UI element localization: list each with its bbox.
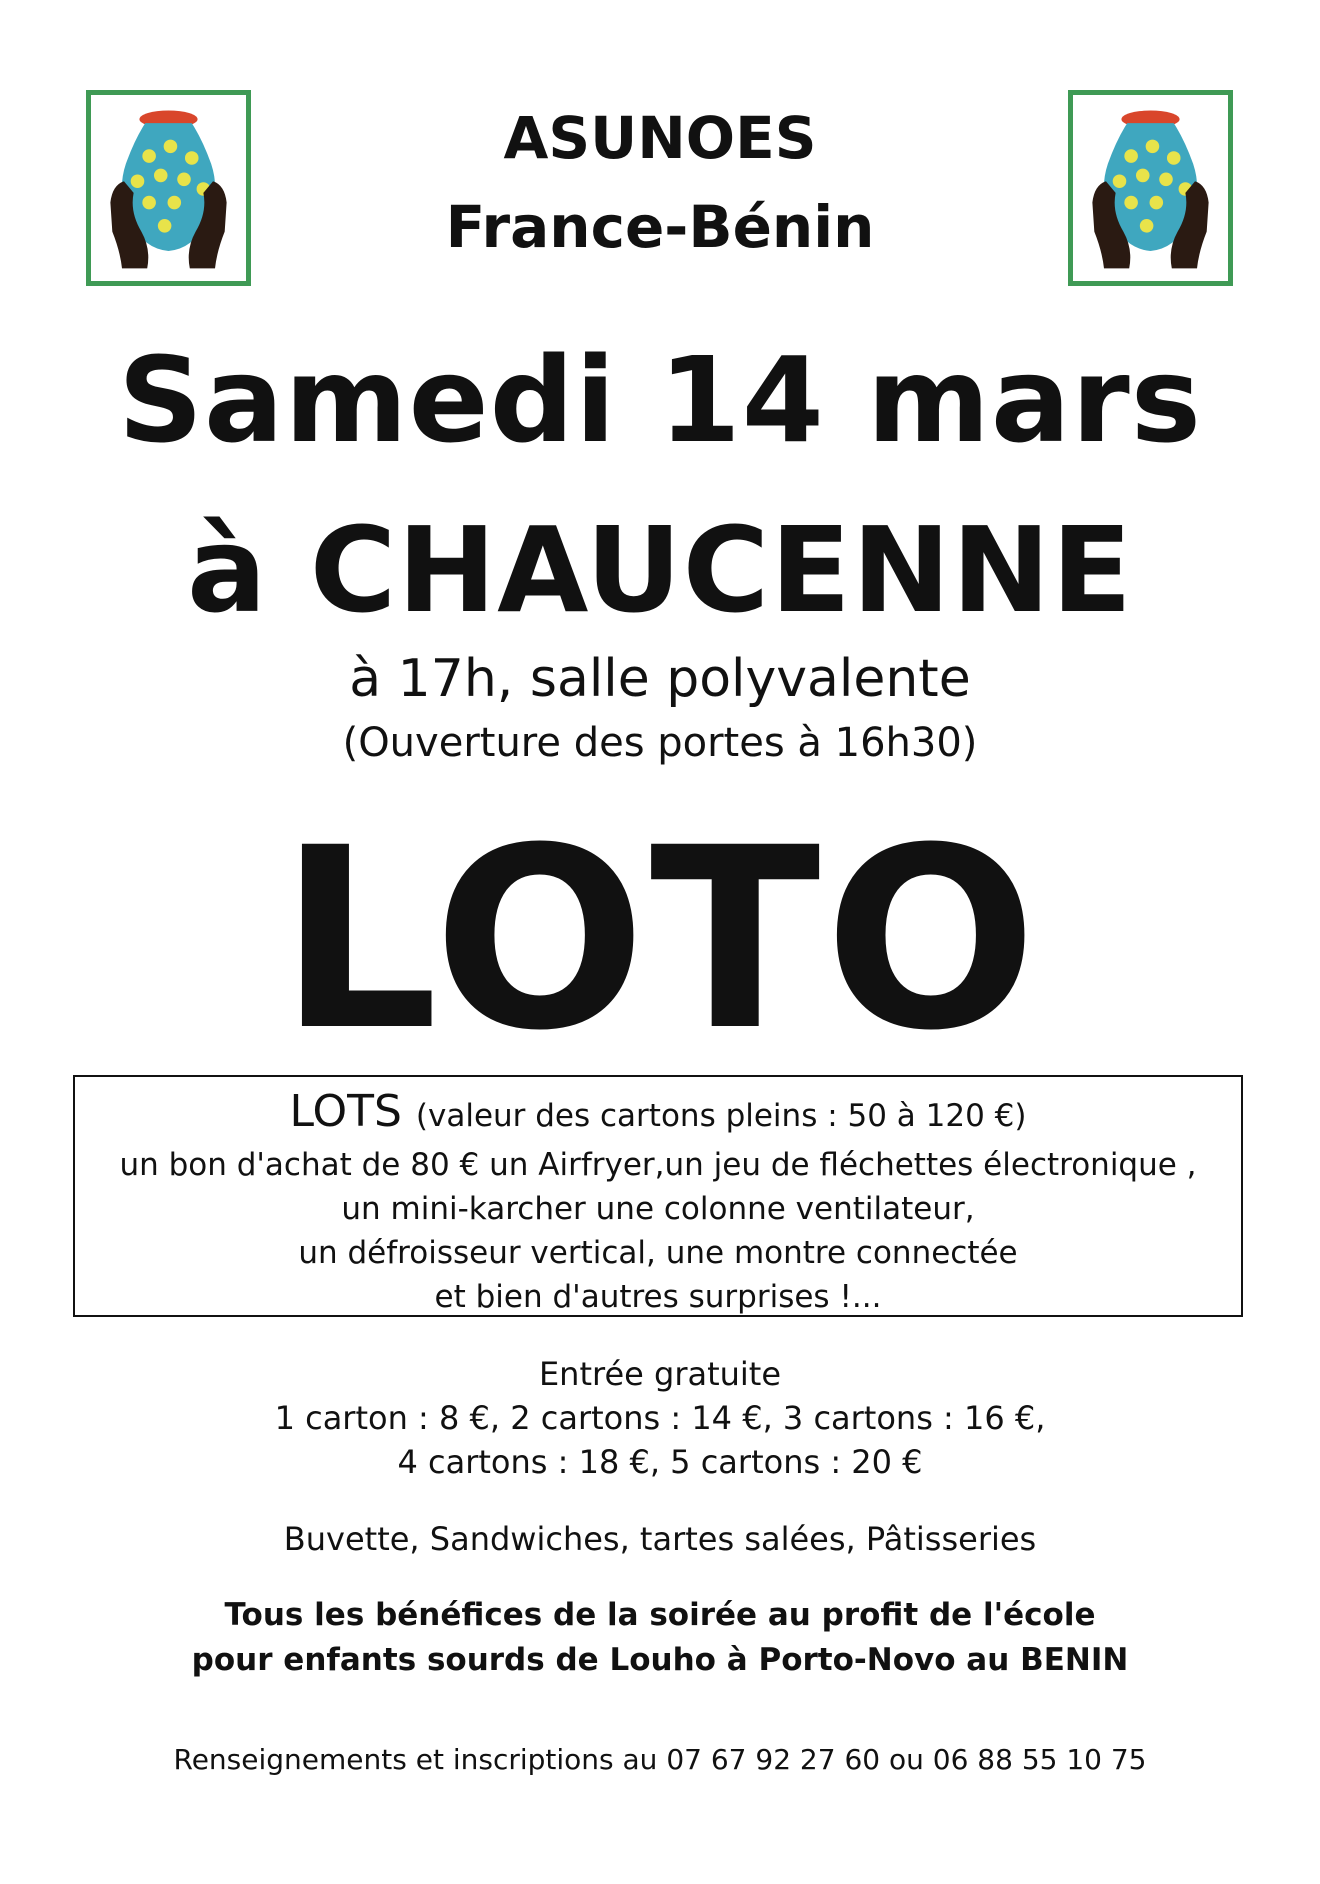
- prize-line: un défroisseur vertical, une montre connectée: [298, 1235, 1018, 1271]
- prize-line: un mini-karcher une colonne ventilateur,: [341, 1191, 975, 1227]
- doors-opening: (Ouverture des portes à 16h30): [342, 720, 978, 766]
- pricing-line: 4 cartons : 18 €, 5 cartons : 20 €: [397, 1443, 923, 1481]
- event-place: à CHAUCENNE: [187, 501, 1133, 639]
- event-date: Samedi 14 mars: [118, 331, 1202, 469]
- org-subtitle: France-Bénin: [445, 193, 875, 261]
- beneficiary-line: Tous les bénéfices de la soirée au profit de l'école: [224, 1597, 1096, 1633]
- org-name: ASUNOES: [503, 104, 817, 172]
- beneficiary-line: pour enfants sourds de Louho à Porto-Novo au BENIN: [191, 1642, 1129, 1678]
- entry-free: Entrée gratuite: [538, 1355, 782, 1393]
- pricing-line: 1 carton : 8 €, 2 cartons : 14 €, 3 cartons : 16 €,: [274, 1399, 1046, 1437]
- prizes-heading-line: [75, 1085, 1241, 1143]
- event-title: LOTO: [279, 794, 1041, 1085]
- event-time: à 17h, salle polyvalente: [349, 649, 971, 709]
- refreshments: Buvette, Sandwiches, tartes salées, Pâtisseries: [283, 1520, 1037, 1558]
- prize-line: un bon d'achat de 80 € un Airfryer,un jeu de fléchettes électronique ,: [119, 1147, 1197, 1183]
- prizes-box: [73, 1075, 1243, 1317]
- prizes-heading: LOTS: [289, 1086, 402, 1137]
- prizes-heading-note: (valeur des cartons pleins : 50 à 120 €): [415, 1098, 1027, 1134]
- contact-info: Renseignements et inscriptions au 07 67 92 27 60 ou 06 88 55 10 75: [173, 1743, 1147, 1776]
- prize-line: et bien d'autres surprises !...: [434, 1279, 882, 1315]
